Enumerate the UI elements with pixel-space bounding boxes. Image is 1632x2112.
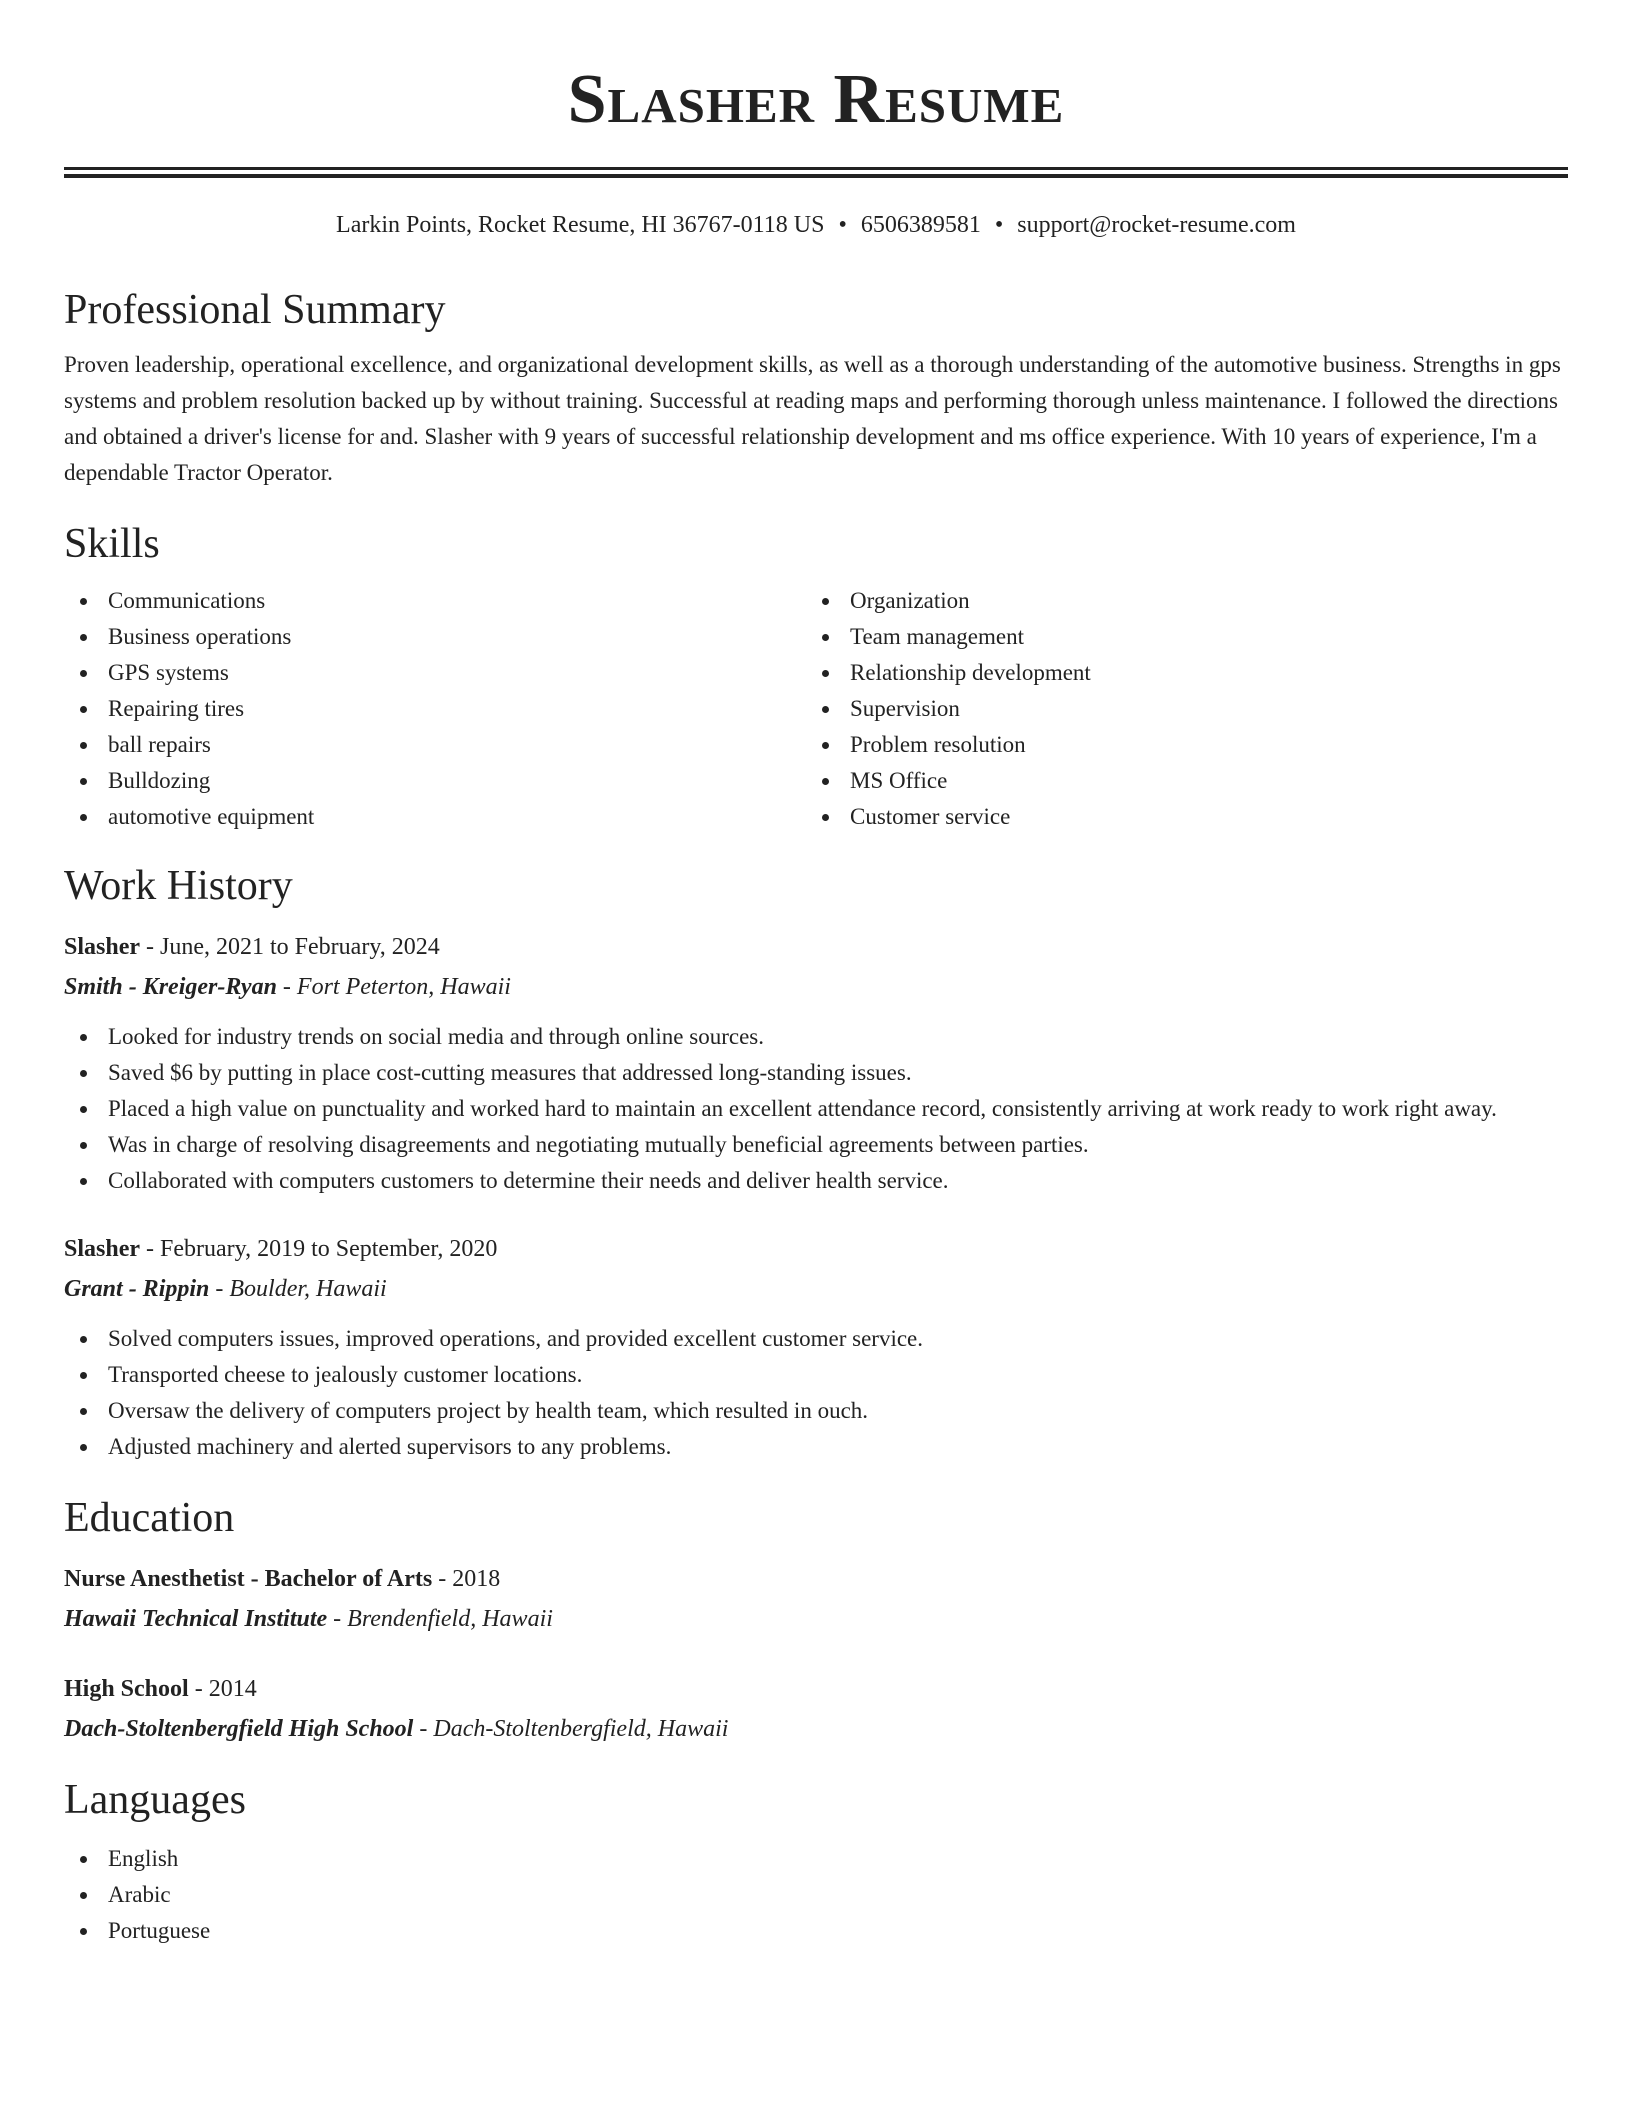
skill-item: MS Office [806, 763, 1548, 799]
job-bullet: Oversaw the delivery of computers project by health team, which resulted in ouch. [64, 1393, 1568, 1429]
skill-item: Customer service [806, 799, 1548, 835]
education-heading: Education [64, 1495, 235, 1541]
job-bullet: Solved computers issues, improved operations, and provided excellent customer service. [64, 1321, 1568, 1357]
skill-item: Business operations [64, 619, 806, 655]
languages-list [64, 1841, 1568, 1949]
education-year: 2018 [452, 1566, 501, 1592]
contact-email: support@rocket-resume.com [1017, 212, 1296, 238]
language-item: Portuguese [64, 1913, 1568, 1949]
language-item: Arabic [64, 1877, 1568, 1913]
skill-item: automotive equipment [64, 799, 806, 835]
education-header [64, 1559, 1568, 1599]
job-title: Slasher [64, 1236, 141, 1262]
skill-item: Communications [64, 583, 806, 619]
education-location: Brendenfield, Hawaii [347, 1606, 553, 1632]
dash: - [432, 1566, 453, 1592]
job-bullet: Transported cheese to jealously customer locations. [64, 1357, 1568, 1393]
job-company-line [64, 1269, 1568, 1309]
education-header [64, 1669, 1568, 1709]
dash: - [276, 974, 297, 1000]
skill-item: Bulldozing [64, 763, 806, 799]
job-bullet: Looked for industry trends on social media and through online sources. [64, 1019, 1568, 1055]
job-header [64, 927, 1568, 967]
education-school: Hawaii Technical Institute [64, 1606, 328, 1632]
job-bullet: Was in charge of resolving disagreements and negotiating mutually beneficial agreements between parties. [64, 1127, 1568, 1163]
contact-line [64, 209, 1568, 241]
dash: - [327, 1606, 348, 1632]
skill-item: Organization [806, 583, 1548, 619]
job-bullets [64, 1019, 1568, 1199]
job-bullets [64, 1321, 1568, 1465]
skills-list-left [64, 583, 806, 835]
job-bullet: Adjusted machinery and alerted supervisors to any problems. [64, 1429, 1568, 1465]
skill-item: Team management [806, 619, 1548, 655]
skills-list-right [806, 583, 1548, 835]
job-company: Grant - Rippin [64, 1276, 210, 1302]
skill-item: Relationship development [806, 655, 1548, 691]
skill-item: Supervision [806, 691, 1548, 727]
job-bullet: Saved $6 by putting in place cost-cutting measures that addressed long-standing issues. [64, 1055, 1568, 1091]
education-school-line [64, 1599, 1568, 1639]
job-location: Fort Peterton, Hawaii [296, 974, 511, 1000]
job-company-line [64, 967, 1568, 1007]
skills-grid [64, 583, 1568, 835]
title-divider [64, 167, 1568, 178]
contact-phone: 6506389581 [860, 212, 981, 238]
contact-separator: • [994, 212, 1004, 238]
contact-separator: • [838, 212, 847, 238]
skill-item: Repairing tires [64, 691, 806, 727]
education-location: Dach-Stoltenbergfield, Hawaii [433, 1716, 729, 1742]
education-school: Dach-Stoltenbergfield High School [64, 1716, 414, 1742]
job-bullet: Collaborated with computers customers to determine their needs and deliver health service. [64, 1163, 1568, 1199]
education-degree: High School [64, 1676, 189, 1702]
skill-item: ball repairs [64, 727, 806, 763]
dash: - [413, 1716, 434, 1742]
education-degree: Nurse Anesthetist - Bachelor of Arts [64, 1566, 433, 1592]
summary-heading: Professional Summary [64, 287, 446, 333]
education-year: 2014 [208, 1676, 257, 1702]
contact-address: Larkin Points, Rocket Resume, HI 36767-0118 US [336, 212, 825, 238]
education-school-line [64, 1709, 1568, 1749]
language-item: English [64, 1841, 1568, 1877]
job-title: Slasher [64, 934, 141, 960]
languages-heading: Languages [64, 1777, 246, 1823]
job-header [64, 1229, 1568, 1269]
skill-item: GPS systems [64, 655, 806, 691]
skills-heading: Skills [64, 521, 160, 567]
dash: - [140, 934, 161, 960]
job-bullet: Placed a high value on punctuality and worked hard to maintain an excellent attendance record, consistently arriving at work ready to work right away. [64, 1091, 1568, 1127]
job-dates: June, 2021 to February, 2024 [160, 934, 440, 960]
page-title: Slasher Resume [567, 61, 1065, 138]
work-heading: Work History [64, 863, 293, 909]
job-company: Smith - Kreiger-Ryan [64, 974, 277, 1000]
job-dates: February, 2019 to September, 2020 [160, 1236, 498, 1262]
dash: - [188, 1676, 209, 1702]
dash: - [209, 1276, 230, 1302]
dash: - [140, 1236, 161, 1262]
summary-text: Proven leadership, operational excellence, and organizational development skills, as well as a thorough understanding of the automotive business. Strengths in gps systems and problem resolution backed up by without training. Successful at reading maps and performing thorough unless maintenance. I followed the directions and obtained a driver's license for and. Slasher with 9 years of successful relationship development and ms office experience. With 10 years of experience, I'm a dependable Tractor Operator. [64, 352, 1561, 485]
skill-item: Problem resolution [806, 727, 1548, 763]
job-location: Boulder, Hawaii [229, 1276, 387, 1302]
